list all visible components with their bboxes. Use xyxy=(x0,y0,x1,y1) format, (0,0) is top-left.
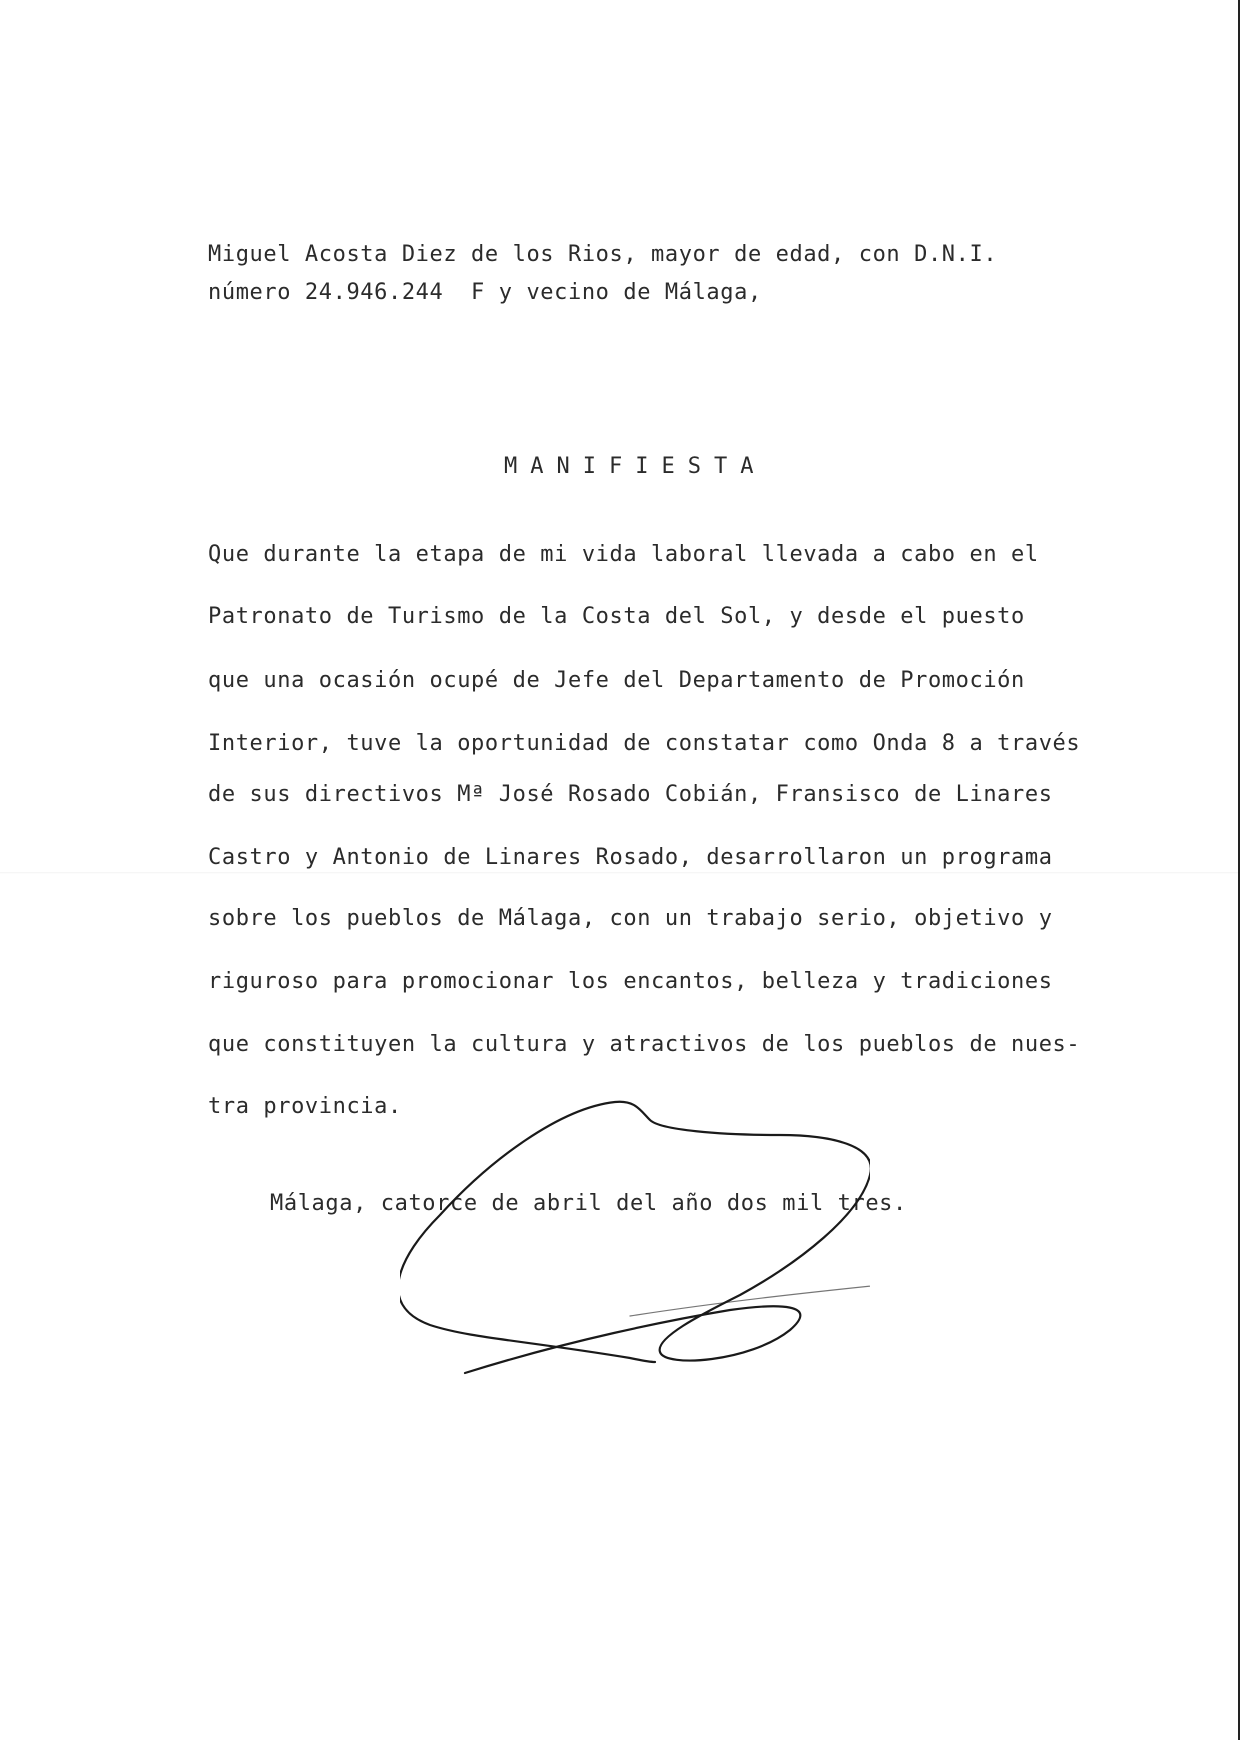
body-line-9: que constituyen la cultura y atractivos de los pueblos de nues- xyxy=(208,1032,1081,1057)
body-line-8: riguroso para promocionar los encantos, belleza y tradiciones xyxy=(208,969,1053,994)
body-line-6: Castro y Antonio de Linares Rosado, desarrollaron un programa xyxy=(208,845,1053,870)
document-heading: MANIFIESTA xyxy=(504,454,767,479)
body-line-5: de sus directivos Mª José Rosado Cobián, Fransisco de Linares xyxy=(208,782,1053,807)
body-line-3: que una ocasión ocupé de Jefe del Departamento de Promoción xyxy=(208,668,1025,693)
intro-line-2: número 24.946.244 F y vecino de Málaga, xyxy=(208,280,762,305)
handwritten-signature xyxy=(400,1090,870,1380)
paper-fold-line xyxy=(0,872,1240,874)
body-line-1: Que durante la etapa de mi vida laboral llevada a cabo en el xyxy=(208,542,1039,567)
body-line-4: Interior, tuve la oportunidad de constatar como Onda 8 a través xyxy=(208,731,1081,756)
intro-line-1: Miguel Acosta Diez de los Rios, mayor de edad, con D.N.I. xyxy=(208,242,998,267)
body-line-10: tra provincia. xyxy=(208,1094,402,1119)
body-line-7: sobre los pueblos de Málaga, con un trabajo serio, objetivo y xyxy=(208,906,1053,931)
closing-date-line: Málaga, catorce de abril del año dos mil tres. xyxy=(270,1191,907,1216)
body-line-2: Patronato de Turismo de la Costa del Sol, y desde el puesto xyxy=(208,604,1025,629)
